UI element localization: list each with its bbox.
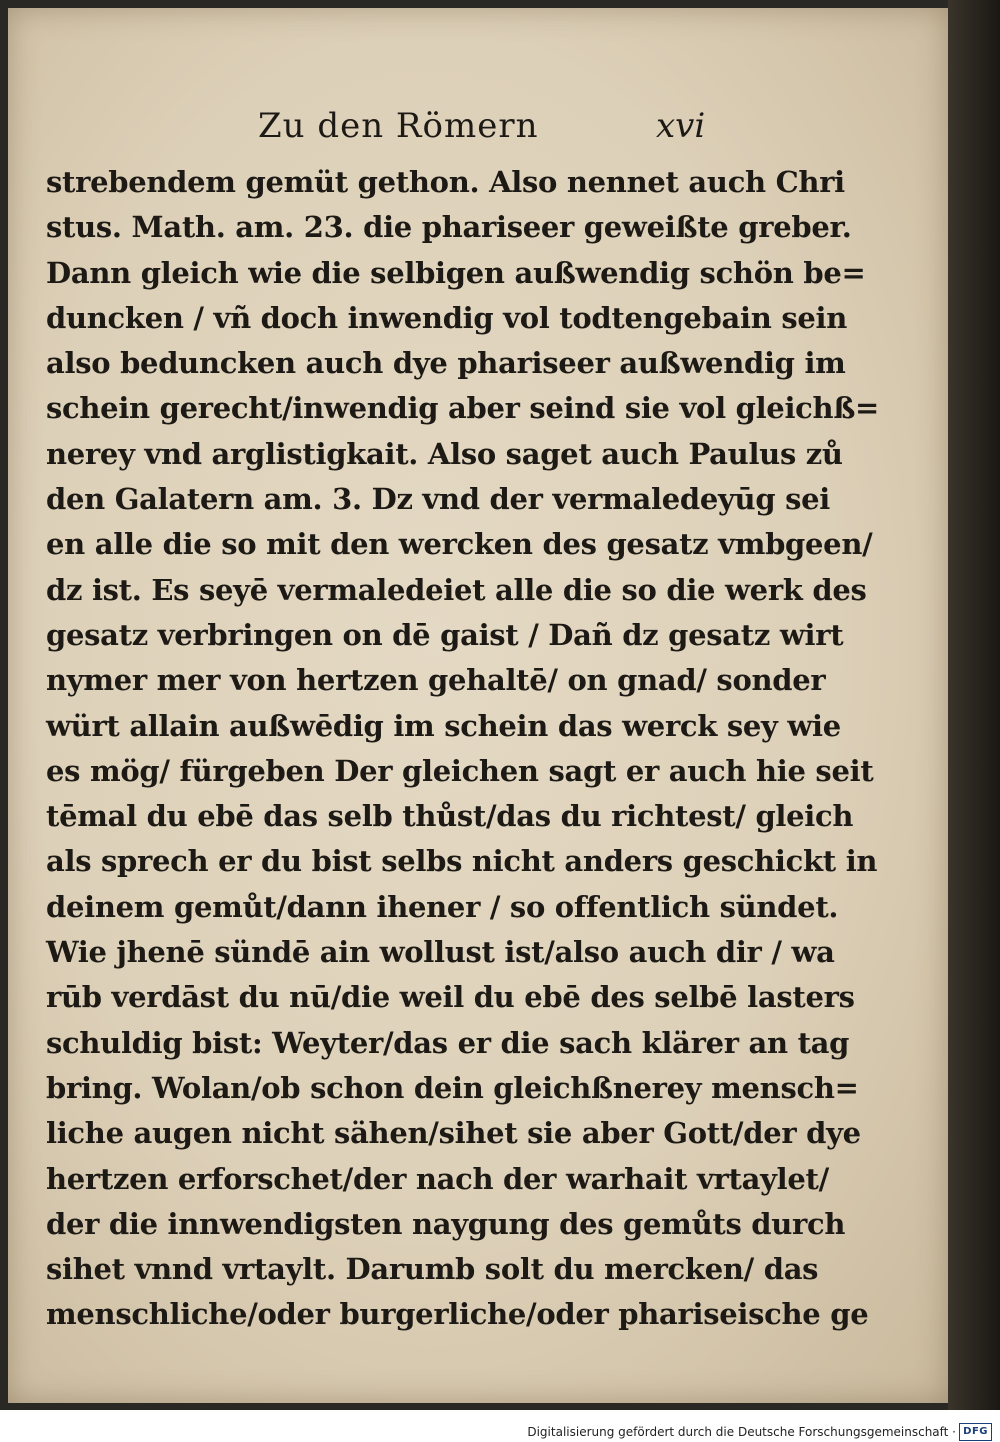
text-line: rūb verdāst du nū/die weil du ebē des selbē lasters <box>46 980 855 1015</box>
text-line: Dann gleich wie die selbigen außwendig schön be= <box>46 255 866 290</box>
text-line: schein gerecht/inwendig aber seind sie vol gleichß= <box>46 391 880 426</box>
text-line: nymer mer von hertzen gehaltē/ on gnad/ sonder <box>46 663 826 698</box>
text-line: dz ist. Es seyē vermaledeiet alle die so die werk des <box>46 572 867 607</box>
digitization-footer <box>0 1410 1000 1442</box>
text-line: bring. Wolan/ob schon dein gleichßnerey mensch= <box>46 1070 859 1105</box>
text-line: hertzen erforschet/der nach der warhait vrtaylet/ <box>46 1161 829 1196</box>
text-line: menschliche/oder burgerliche/oder phariseische ge <box>46 1297 869 1332</box>
text-line: den Galatern am. 3. Dz vnd der vermaledeyūg sei <box>46 482 830 517</box>
text-line: als sprech er du bist selbs nicht anders geschickt in <box>46 844 878 879</box>
text-line: deinem gemůt/dann ihener / so offentlich sündet. <box>46 889 839 924</box>
text-line: gesatz verbringen on dē gaist / Dañ dz gesatz wirt <box>46 617 844 652</box>
running-title: Zu den Römern <box>258 106 539 146</box>
text-line: würt allain außwēdig im schein das werck sey wie <box>46 708 841 743</box>
folio-number: xvi <box>656 106 706 146</box>
page-header <box>8 106 948 156</box>
text-line: strebendem gemüt gethon. Also nennet auch Chri <box>46 165 845 199</box>
dfg-logo: DFG <box>959 1423 992 1441</box>
book-edge <box>948 0 1000 1410</box>
text-line: tēmal du ebē das selb thůst/das du richtest/ gleich <box>46 799 854 834</box>
text-line: es mög/ fürgeben Der gleichen sagt er auch hie seit <box>46 753 874 788</box>
text-line: schuldig bist: Weyter/das er die sach klärer an tag <box>46 1025 850 1060</box>
book-page <box>8 8 948 1403</box>
text-line: stus. Math. am. 23. die phariseer geweißte greber. <box>46 210 852 245</box>
funding-credit: Digitalisierung gefördert durch die Deutsche Forschungsgemeinschaft · <box>527 1425 956 1439</box>
text-line: der die innwendigsten naygung des gemůts durch <box>46 1206 846 1241</box>
body-text <box>46 160 880 1338</box>
text-line: en alle die so mit den wercken des gesatz vmbgeen/ <box>46 527 873 562</box>
text-line: also beduncken auch dye phariseer außwendig im <box>46 346 846 381</box>
text-line: liche augen nicht sähen/sihet sie aber Gott/der dye <box>46 1116 861 1151</box>
text-line: sihet vnnd vrtaylt. Darumb solt du mercken/ das <box>46 1252 819 1287</box>
text-line: Wie jhenē sündē ain wollust ist/also auch dir / wa <box>46 935 835 970</box>
text-line: nerey vnd arglistigkait. Also saget auch Paulus zů <box>46 436 843 471</box>
text-line: duncken / vñ doch inwendig vol todtengebain sein <box>46 300 847 335</box>
